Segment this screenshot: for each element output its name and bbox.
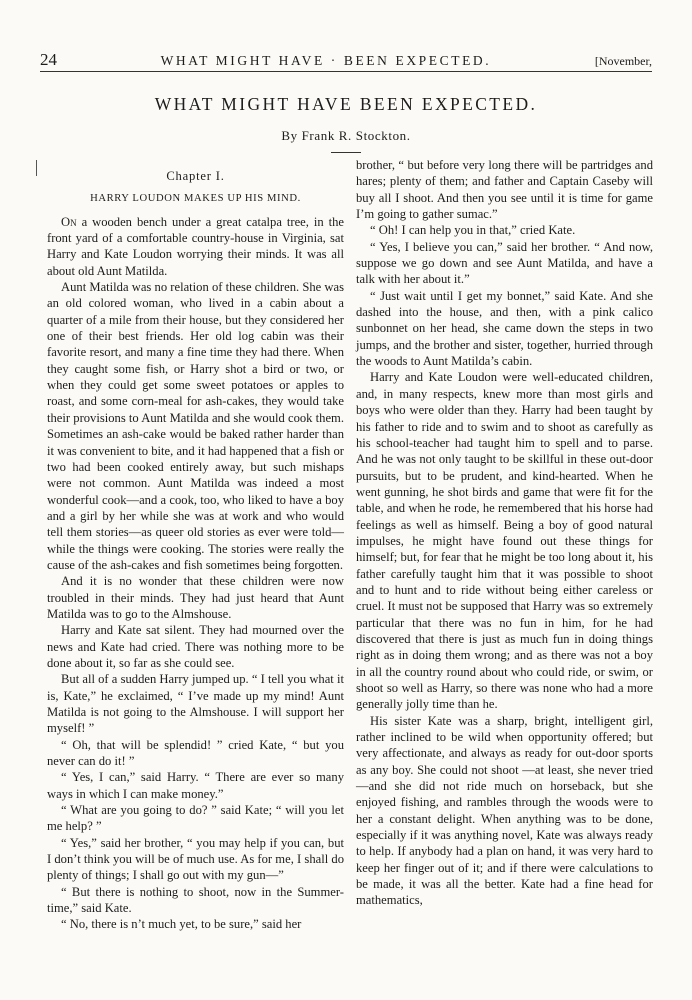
paragraph	[356, 288, 653, 370]
paragraph-text: a wooden bench under a great catalpa tree, in the front yard of a comfortable country-house in Virginia, sat Harry and Kate Loudon worrying their minds. It was all about old Aunt Matilda.	[47, 214, 344, 278]
paragraph	[47, 769, 344, 802]
running-title: WHAT MIGHT HAVE · BEEN EXPECTED.	[160, 53, 492, 68]
paragraph-text: “ Oh! I can help you in that,” cried Kate.	[370, 223, 576, 238]
paragraph-text: “ Just wait until I get my bonnet,” said Kate. And she dashed into the house, and then, with a pink calico sunbonnet on her head, she came down the steps in two jumps, and the brother and sister, together, hurried through the woods to Aunt Matilda’s cabin.	[356, 288, 653, 369]
paragraph-text: “ Yes,” said her brother, “ you may help if you can, but I don’t think you will be of much use. As for me, I shall do plenty of things; I shall go out with my gun—”	[47, 835, 344, 883]
paragraph	[47, 573, 344, 622]
paragraph-text: “ Oh, that will be splendid! ” cried Kate, “ but you never can do it! ”	[47, 737, 344, 769]
lead-words: On	[61, 214, 77, 229]
paragraph	[47, 884, 344, 917]
left-column-body	[47, 214, 344, 933]
paragraph-text: Harry and Kate Loudon were well-educated children, and, in many respects, knew more than most girls and boys who were older than they. Harry had been taught by his father to ride and to swim and to shoot as carefully as his school-teacher had taught him to spell and to parse. And he was not only taught to be skillful in these out-door pursuits, but to be prudent, and kind-hearted. When he went gunning, he shot birds and game that were fit for the table, and when he rode, he remembered that his horse had feelings as well as himself. Being a boy of good natural impulses, he might have found out these things for himself; but, for fear that he might be too long about it, his father carefully taught him that it was possible to shoot and to hunt and to ride without being either careless or cruel. It must not be supposed that Harry was so extremely particular that there was no fun in him, for he had discovered that there is just as much fun in doing things right as in doing them wrong; and as there was not a boy in all the country round about who could ride, or swim, or shoot so well as Harry, so there was none who had a more generally jolly time than he.	[356, 370, 653, 712]
paragraph	[47, 802, 344, 835]
page-number: 24	[40, 50, 57, 69]
paragraph-text: His sister Kate was a sharp, bright, intelligent girl, rather inclined to be wild when opportunity offered; but very affectionate, and always as ready for out-door sports as any boy. She could not shoot —at least, she never tried—and she did not ride much on horseback, but she enjoyed fishing, and rambles through the woods were to her a constant delight. When anything was to be done, especially if it was anything novel, Kate was always ready to help. If anybody had a plan on hand, it was very hard to keep her finger out of it; and if there were calculations to be made, it was all the better. Kate had a fine head for mathematics,	[356, 713, 653, 908]
paragraph-text: Harry and Kate sat silent. They had mourned over the news and Kate had cried. There was nothing more to be done about it, so far as she could see.	[47, 623, 344, 670]
paragraph	[47, 622, 344, 671]
paragraph-text: “ No, there is n’t much yet, to be sure,” said her	[61, 917, 302, 932]
article-byline: By Frank R. Stockton.	[281, 128, 411, 143]
chapter-subtitle: HARRY LOUDON MAKES UP HIS MIND.	[90, 193, 301, 205]
paragraph-text: And it is no wonder that these children were now troubled in their minds. They had just heard that Aunt Matilda was to go to the Almshouse.	[47, 574, 344, 621]
paragraph	[47, 671, 344, 736]
paragraph	[47, 835, 344, 884]
paragraph-text: But all of a sudden Harry jumped up. “ I tell you what it is, Kate,” he exclaimed, “ I’ve made up my mind! Aunt Matilda is not going to the Almshouse. I will support her myself! ”	[47, 672, 344, 736]
running-header	[40, 50, 652, 70]
paragraph	[356, 713, 653, 909]
paragraph-text: “ Yes, I believe you can,” said her brother. “ And now, suppose we go down and see Aunt Matilda, and have a talk with her about it.”	[356, 239, 653, 287]
header-rule	[40, 71, 652, 72]
left-column	[47, 160, 344, 933]
paragraph	[47, 916, 344, 932]
paragraph-text: brother, “ but before very long there will be partridges and hares; plenty of them; and father and Captain Caseby will buy all I shoot. And then you see until it is time for game I’m going to gather sumac.”	[356, 158, 653, 222]
right-column-body	[356, 157, 653, 909]
chapter-heading: Chapter I.	[166, 169, 225, 183]
paragraph	[47, 214, 344, 279]
paragraph	[356, 157, 653, 222]
paragraph-text: “ Yes, I can,” said Harry. “ There are ever so many ways in which I can make money.”	[47, 770, 344, 801]
title-divider	[331, 152, 361, 153]
paragraph	[356, 239, 653, 288]
paragraph	[47, 737, 344, 770]
running-month: [November,	[594, 54, 652, 68]
paragraph-text: “ But there is nothing to shoot, now in the Summer-time,” said Kate.	[47, 884, 344, 916]
margin-mark	[36, 160, 37, 176]
paragraph-text: Aunt Matilda was no relation of these children. She was an old colored woman, who lived in a cabin about a quarter of a mile from their house, but they considered her one of their best friends. Her old log cabin was their favorite resort, and many a fine time they had there. When they caught some fish, or Harry shot a bird or two, or when they could get some sweet potatoes or apples to roast, and some corn-meal for ash-cakes, they would take their provisions to Aunt Matilda and she would cook them. Sometimes an ash-cake would be baked rather harder than it was convenient to bite, and it had happened that a fish or two had been cooked entirely away, but such mishaps were not common. Aunt Matilda was indeed a most wonderful cook—and a cook, too, who liked to have a boy and a girl by her while she was at work and who would tell them stories—as queer old stories as ever were told—while the things were cooking. The stories were really the cause of the ash-cakes and fish sometimes being forgotten.	[47, 280, 344, 572]
article-title: WHAT MIGHT HAVE BEEN EXPECTED.	[154, 94, 538, 114]
right-column	[356, 157, 653, 909]
paragraph-text: “ What are you going to do? ” said Kate; “ will you let me help? ”	[47, 803, 344, 834]
paragraph	[356, 369, 653, 712]
paragraph	[47, 279, 344, 573]
paragraph	[356, 222, 653, 238]
